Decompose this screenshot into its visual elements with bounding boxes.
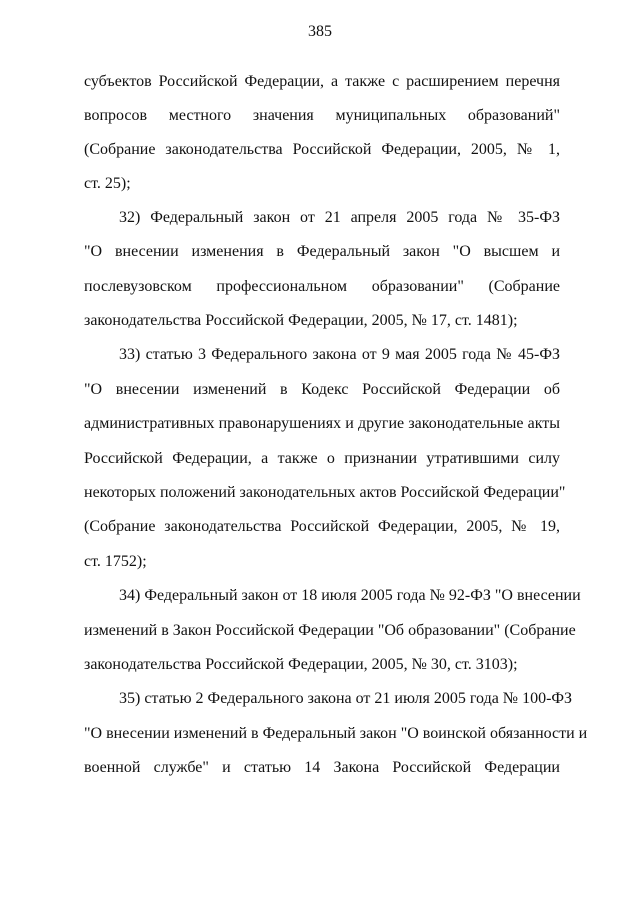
text-line: "О внесении изменений в Федеральный закон "О воинской обязанности и — [84, 725, 588, 742]
text-line: законодательства Российской Федерации, 2005, № 30, ст. 3103); — [84, 656, 518, 673]
text-line: военной службе" и статью 14 Закона Российской Федерации — [84, 759, 560, 776]
text-line: административных правонарушениях и другие законодательные акты — [84, 415, 560, 432]
text-line: некоторых положений законодательных актов Российской Федерации" — [84, 484, 566, 501]
text-line: ст. 1752); — [84, 553, 147, 570]
text-line: (Собрание законодательства Российской Федерации, 2005, № 19, — [84, 518, 560, 535]
text-line: 34) Федеральный закон от 18 июля 2005 года № 92-ФЗ "О внесении — [119, 587, 581, 604]
text-line: 32) Федеральный закон от 21 апреля 2005 года № 35-ФЗ — [119, 209, 560, 226]
text-line: "О внесении изменений в Кодекс Российской Федерации об — [84, 381, 560, 398]
text-line: послевузовском профессиональном образовании" (Собрание — [84, 278, 560, 295]
text-line: (Собрание законодательства Российской Федерации, 2005, № 1, — [84, 141, 560, 158]
text-line: 35) статью 2 Федерального закона от 21 июля 2005 года № 100-ФЗ — [119, 690, 573, 707]
text-line: субъектов Российской Федерации, а также с расширением перечня — [84, 73, 560, 90]
text-line: Российской Федерации, а также о признании утратившими силу — [84, 450, 560, 467]
text-line: "О внесении изменения в Федеральный закон "О высшем и — [84, 243, 560, 260]
text-line: законодательства Российской Федерации, 2005, № 17, ст. 1481); — [84, 312, 518, 329]
page-number: 385 — [308, 23, 332, 40]
text-line: 33) статью 3 Федерального закона от 9 мая 2005 года № 45-ФЗ — [119, 346, 560, 363]
text-line: изменений в Закон Российской Федерации "Об образовании" (Собрание — [84, 622, 576, 639]
text-line: ст. 25); — [84, 175, 131, 192]
text-line: вопросов местного значения муниципальных образований" — [84, 107, 560, 124]
